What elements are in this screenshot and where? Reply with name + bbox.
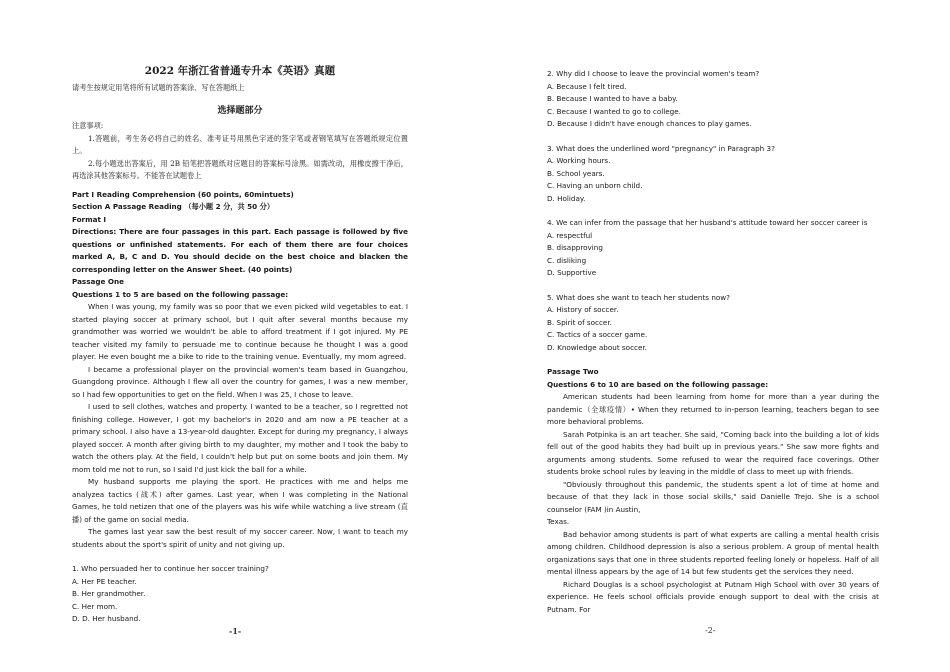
option: D. Holiday. — [547, 193, 586, 203]
question-1 — [72, 563, 408, 622]
option: C. Tactics of a soccer game. — [547, 330, 648, 339]
right-page — [547, 58, 879, 622]
option: D. D. Her husband. — [72, 614, 141, 622]
option: A. respectful — [547, 230, 593, 240]
paragraph: Bad behavior among students is part of what experts are calling a mental health crisis among children. Childhood depression is also a serious problem. A group of mental health organizations says that one in three students reported feeling lonely or hopeless. Half of all mental illness appears by the age of 14 but few students get the services they need. — [547, 529, 879, 576]
option: B. Her grandmother. — [72, 589, 146, 598]
question-text: 1. Who persuaded her to continue her soccer training? — [72, 564, 269, 573]
format-heading: Format I — [72, 214, 107, 224]
option: C. Her mom. — [72, 601, 118, 611]
page-number-left: -1- — [229, 626, 242, 636]
question-5 — [547, 292, 879, 355]
section-a-heading: Section A Passage Reading （每小题 2 分，共 50 分） — [72, 202, 275, 211]
paragraph: The games last year saw the best result of my soccer career. Now, I want to teach my students about the sport's spirit of unity and not giving up. — [72, 527, 408, 549]
question-4 — [547, 217, 879, 280]
option: D. Supportive — [547, 268, 597, 277]
option: C. Having an unborn child. — [547, 181, 643, 190]
option: B. Spirit of soccer. — [547, 317, 612, 327]
option: B. disapproving — [547, 243, 603, 252]
question-text: 3. What does the underlined word "pregnancy" in Paragraph 3? — [547, 143, 775, 153]
option: C. Because I wanted to go to college. — [547, 106, 681, 116]
paragraph: American students had been learning from home for more than a year during the pandemic（全球疫情）• When they returned to in-person learning, teachers began to see more behavioral problems. — [547, 392, 879, 426]
questions-intro: Questions 1 to 5 are based on the following passage: — [72, 289, 289, 299]
note-2: 2.每小题选出答案后，用 2B 铅笔把答题纸对应题目的答案标号涂黑。如需改动，用橡皮擦干净后，再选涂其他答案标号。不能答在试题卷上 — [72, 158, 408, 180]
passage-two-heading: Passage Two — [547, 367, 599, 376]
option: A. Her PE teacher. — [72, 576, 137, 586]
paragraph: Texas. — [547, 517, 570, 526]
questions-intro: Questions 6 to 10 are based on the following passage: — [547, 379, 769, 389]
option: C. disliking — [547, 255, 587, 265]
option: D. Because I didn't have enough chances to play games. — [547, 119, 752, 128]
paragraph: Sarah Potpinka is an art teacher. She said, "Coming back into the building a lot of kids fell out of the good habits they had built up in previous years." She saw more fights and arguments among students. Some refused to wear the required face coverings. Other students broke school rules by leaving in the middle of class to meet up with friends. — [547, 429, 879, 476]
question-3 — [547, 143, 879, 206]
part-heading: Part I Reading Comprehension (60 points, 60mintuets) — [72, 189, 294, 199]
paragraph: When I was young, my family was so poor that we even picked wild vegetables to eat. I started playing soccer at primary school, but I quit after several months because my grandmother was worried we wouldn't be able to afford treatment if I got injured. My PE teacher visited my family to persuade me to continue because he thought I was a good player. He even bought me a bike to ride to the training venue. Eventually, my mom agreed. — [72, 302, 408, 361]
question-text: 5. What does she want to teach her students now? — [547, 292, 730, 302]
question-text: 4. We can infer from the passage that her husband's attitude toward her soccer career is — [547, 218, 868, 227]
option: D. Knowledge about soccer. — [547, 342, 647, 352]
question-2 — [547, 68, 879, 131]
option: B. Because I wanted to have a baby. — [547, 94, 678, 103]
exam-instruction: 请考生按规定用笔将所有试题的答案涂、写在答题纸上 — [72, 83, 245, 92]
left-page — [72, 58, 408, 622]
directions: Directions: There are four passages in this part. Each passage is followed by five questions or unfinished statements. For each of them there are four choices marked A, B, C and D. You should decide on the best choice and blacken the corresponding letter on the Answer Sheet. (40 points) — [72, 227, 408, 274]
option: A. Because I felt tired. — [547, 81, 627, 91]
option: A. Working hours. — [547, 156, 611, 165]
paragraph: I used to sell clothes, watches and property. I wanted to be a teacher, so I regretted not finishing college. However, I got my bachelor's in 2020 and am now a PE teacher at a primary school. I also have a 13-year-old daughter. Except for during my pregnancy, I always played soccer. A month after giving birth to my daughter, my mother and I took the baby to watch the others play. At the field, I couldn't help but put on some boots and join them. My mom told me not to run, so I said I'd just kick the ball for a while. — [72, 402, 408, 474]
paragraph: My husband supports me playing the sport. He practices with me and helps me analyzea tactics (战术) after games. Last year, when I was completing in the National Games, he told netizen that one of the players was his wife while watching a live stream (直播) of the game on social media. — [72, 477, 408, 524]
passage-one-heading: Passage One — [72, 277, 124, 286]
notes-title: 注意事项: — [72, 121, 104, 130]
question-text: 2. Why did I choose to leave the provincial women's team? — [547, 69, 760, 78]
paragraph: I became a professional player on the provincial women's team based in Guangzhou, Guangdong province. Although I flew all over the country for games, I was a new member, so I had few opportunities to get on the field. When I was 25, I chose to leave. — [72, 364, 408, 399]
option: A. History of soccer. — [547, 305, 619, 314]
exam-title: 2022 年浙江省普通专升本《英语》真题 — [144, 65, 336, 77]
section-title: 选择题部分 — [217, 105, 263, 116]
note-1: 1.答题前，考生务必将自己的姓名、准考证号用黑色字迹的签字笔或者钢笔填写在答题纸规定位置上。 — [72, 133, 408, 155]
paragraph: "Obviously throughout this pandemic, the students spent a lot of time at home and because of that they lack in those social skills," said Danielle Trejo. She is a school counselor (FAM )in Austin, — [547, 479, 879, 514]
option: B. School years. — [547, 168, 605, 178]
paragraph: Richard Douglas is a school psychologist at Putnam High School with over 30 years of experience. He feels school officials provide enough support to deal with the crisis at Putnam. For — [547, 579, 879, 614]
page-number-right: -2- — [705, 626, 716, 635]
